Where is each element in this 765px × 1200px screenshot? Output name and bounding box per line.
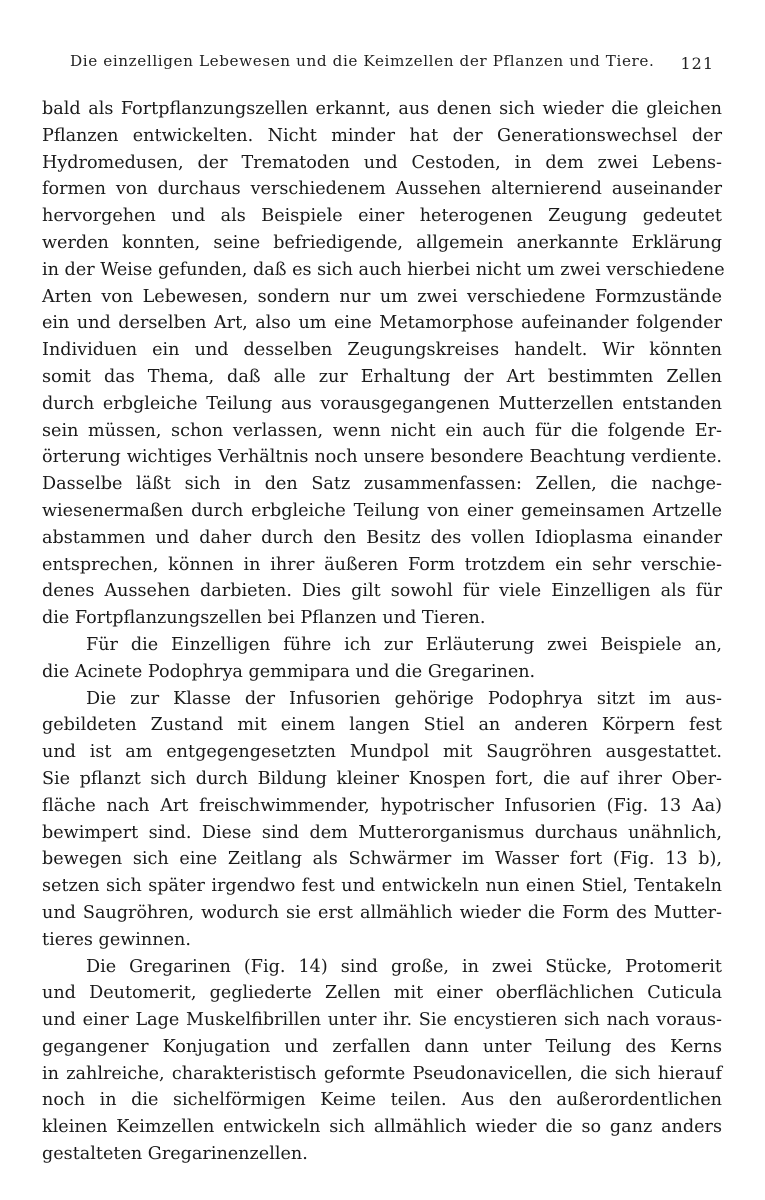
- text-line: setzen sich später irgendwo fest und entwickeln nun einen Stiel, Tentakeln: [42, 876, 722, 897]
- text-line: ein und derselben Art, also um eine Metamorphose aufeinander folgender: [42, 313, 722, 334]
- text-line: kleinen Keimzellen entwickeln sich allmählich wieder die so ganz anders: [42, 1117, 722, 1138]
- text-line: gegangener Konjugation und zerfallen dann unter Teilung des Kerns: [42, 1036, 722, 1057]
- page-number: 121: [680, 54, 714, 73]
- text-line: die Fortpflanzungszellen bei Pflanzen und Tieren.: [42, 608, 486, 629]
- text-line: in der Weise gefunden, daß es sich auch hierbei nicht um zwei verschiedene: [42, 259, 725, 280]
- text-line: werden konnten, seine befriedigende, allgemein anerkannte Erklärung: [42, 232, 722, 253]
- page-header: [70, 52, 714, 76]
- text-line: und einer Lage Muskelfibrillen unter ihr. Sie encystieren sich nach voraus-: [42, 1010, 722, 1031]
- text-line: Die zur Klasse der Infusorien gehörige Podophrya sitzt im aus-: [86, 688, 722, 709]
- text-line: formen von durchaus verschiedenem Aussehen alternierend auseinander: [42, 179, 722, 200]
- text-line: gebildeten Zustand mit einem langen Stiel an anderen Körpern fest: [42, 715, 722, 736]
- text-line: somit das Thema, daß alle zur Erhaltung der Art bestimmten Zellen: [42, 366, 722, 387]
- text-line: gestalteten Gregarinenzellen.: [42, 1144, 308, 1165]
- text-line: Dasselbe läßt sich in den Satz zusammenfassen: Zellen, die nachge-: [42, 474, 722, 495]
- text-line: fläche nach Art freischwimmender, hypotrischer Infusorien (Fig. 13 Aa): [42, 795, 722, 816]
- text-line: sein müssen, schon verlassen, wenn nicht ein auch für die folgende Er-: [42, 420, 722, 441]
- text-line: hervorgehen und als Beispiele einer heterogenen Zeugung gedeutet: [42, 206, 722, 227]
- text-line: und Saugröhren, wodurch sie erst allmählich wieder die Form des Mutter-: [42, 902, 722, 923]
- text-line: denes Aussehen darbieten. Dies gilt sowohl für viele Einzelligen als für: [42, 581, 722, 602]
- body-text: [42, 96, 725, 1168]
- text-line: örterung wichtiges Verhältnis noch unsere besondere Beachtung verdiente.: [42, 447, 722, 468]
- text-line: noch in die sichelförmigen Keime teilen. Aus den außerordentlichen: [42, 1090, 722, 1111]
- text-line: die Acinete Podophrya gemmipara und die Gregarinen.: [42, 661, 536, 682]
- text-line: Für die Einzelligen führe ich zur Erläuterung zwei Beispiele an,: [86, 634, 722, 655]
- text-line: wiesenermaßen durch erbgleiche Teilung von einer gemeinsamen Artzelle: [42, 500, 722, 521]
- text-line: und Deutomerit, gegliederte Zellen mit einer oberflächlichen Cuticula: [42, 983, 722, 1004]
- text-line: Arten von Lebewesen, sondern nur um zwei verschiedene Formzustände: [42, 286, 722, 307]
- text-line: Die Gregarinen (Fig. 14) sind große, in zwei Stücke, Protomerit: [86, 956, 722, 977]
- text-line: abstammen und daher durch den Besitz des vollen Idioplasma einander: [42, 527, 722, 548]
- text-line: und ist am entgegengesetzten Mundpol mit Saugröhren ausgestattet.: [42, 742, 722, 763]
- text-line: tieres gewinnen.: [42, 929, 191, 950]
- text-line: bald als Fortpflanzungszellen erkannt, aus denen sich wieder die gleichen: [42, 99, 722, 119]
- text-line: Hydromedusen, der Trematoden und Cestoden, in dem zwei Lebens-: [42, 152, 722, 173]
- text-line: in zahlreiche, charakteristisch geformte Pseudonavicellen, die sich hierauf: [42, 1063, 722, 1084]
- running-title: Die einzelligen Lebewesen und die Keimzellen der Pflanzen und Tiere.: [70, 52, 655, 70]
- text-line: bewegen sich eine Zeitlang als Schwärmer im Wasser fort (Fig. 13 b),: [42, 849, 722, 870]
- text-line: bewimpert sind. Diese sind dem Mutterorganismus durchaus unähnlich,: [42, 822, 722, 843]
- text-line: entsprechen, können in ihrer äußeren Form trotzdem ein sehr verschie-: [42, 554, 722, 575]
- text-line: Individuen ein und desselben Zeugungskreises handelt. Wir könnten: [42, 340, 722, 361]
- text-line: Pflanzen entwickelten. Nicht minder hat der Generationswechsel der: [42, 125, 722, 146]
- text-line: durch erbgleiche Teilung aus vorausgegangenen Mutterzellen entstanden: [42, 393, 722, 414]
- text-line: Sie pflanzt sich durch Bildung kleiner Knospen fort, die auf ihrer Ober-: [42, 768, 722, 789]
